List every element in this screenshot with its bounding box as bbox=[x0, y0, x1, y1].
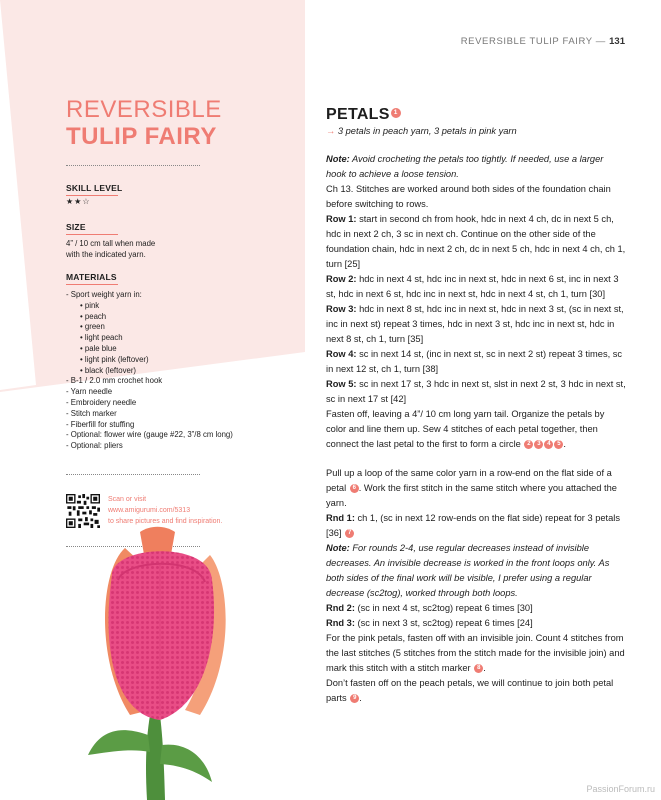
list-item: - Stitch marker bbox=[66, 408, 117, 418]
row-1: Row 1: start in second ch from hook, hdc in next 4 ch, dc in next 5 ch, hdc in next 2 ch, 3 sc in next ch. Continue on the other side of the foundation chain, hdc in next 2 ch, dc in next 5 ch, hdc in next 4 ch, ch 1, turn [25] bbox=[326, 214, 626, 269]
paragraph: Fasten off, leaving a 4”/ 10 cm long yarn tail. Organize the petals by color and line them up. Sew 4 stitches of each petal together, then connect the last petal to the first to form a circle 2 3 4 5 . bbox=[326, 409, 605, 449]
step-badge: 9 bbox=[350, 694, 359, 703]
list-item: - Sport weight yarn in: bbox=[66, 290, 142, 299]
materials-list bbox=[66, 290, 296, 452]
paragraph: Don’t fasten off on the peach petals, we will continue to join both petal parts 9 . bbox=[326, 678, 614, 703]
paragraph: For the pink petals, fasten off with an invisible join. Count 4 stitches from the last stitches (5 stitches from the stitch made for the invisible join) and mark this stitch with a stitch marker 8 . bbox=[326, 633, 625, 673]
list-item: • light pink (leftover) bbox=[80, 354, 149, 364]
step-badge: 6 bbox=[350, 484, 359, 493]
list-item: - B-1 / 2.0 mm crochet hook bbox=[66, 376, 163, 386]
row-5: Row 5: sc in next 17 st, 3 hdc in next st, slst in next 2 st, 3 hdc in next st, sc in next 17 st [42] bbox=[326, 379, 626, 404]
row-4: Row 4: sc in next 14 st, (inc in next st, sc in next 2 st) repeat 3 times, sc in next 12 st, ch 1, turn [38] bbox=[326, 349, 623, 374]
list-item: • pink bbox=[80, 300, 100, 310]
section-heading-petals: PETALS 1 bbox=[326, 106, 401, 124]
instructions-body bbox=[326, 152, 626, 706]
size-text: 4” / 10 cm tall when made with the indicated yarn. bbox=[66, 239, 156, 259]
rnd-1: Rnd 1: ch 1, (sc in next 12 row-ends on the flat side) repeat for 3 petals [36] 7 bbox=[326, 513, 621, 538]
list-item: - Optional: pliers bbox=[66, 441, 123, 451]
row-3: Row 3: hdc in next 8 st, hdc inc in next st, hdc in next 3 st, (sc in next st, inc in next st) repeat 3 times, hdc in next 3 st, hdc inc in next st, hdc in next 8 st, ch 1, turn [35] bbox=[326, 304, 624, 344]
title-line-2: TULIP FAIRY bbox=[66, 123, 217, 150]
list-item: - Yarn needle bbox=[66, 387, 113, 397]
step-badge: 2 bbox=[524, 440, 533, 449]
paragraph: Pull up a loop of the same color yarn in a row-end on the flat side of a petal 6 . Work the first stitch in the same stitch where you attached the yarn. bbox=[326, 468, 617, 508]
running-header: REVERSIBLE TULIP FAIRY — 131 bbox=[460, 36, 625, 47]
materials-label: MATERIALS bbox=[66, 272, 118, 285]
pattern-title bbox=[66, 96, 222, 150]
title-line-1: REVERSIBLE bbox=[66, 96, 222, 123]
list-item: - Fiberfill for stuffing bbox=[66, 419, 135, 429]
note-paragraph: Note: For rounds 2-4, use regular decreases instead of invisible decreases. An invisible decrease is worked in the front loops only. As both sides of the final work will be visible, I prefer using a regular decrease (sc2tog), worked through both loops. bbox=[326, 543, 610, 598]
paragraph: Ch 13. Stitches are worked around both sides of the foundation chain before switching to rows. bbox=[326, 184, 611, 209]
step-badge: 8 bbox=[474, 664, 483, 673]
list-item: • green bbox=[80, 322, 105, 332]
step-badge: 3 bbox=[534, 440, 543, 449]
qr-caption: Scan or visit www.amigurumi.com/5313 to share pictures and find inspiration. bbox=[108, 496, 223, 525]
list-item: • pale blue bbox=[80, 343, 117, 353]
step-badge: 1 bbox=[391, 108, 401, 118]
list-item: • peach bbox=[80, 311, 107, 321]
size-label: SIZE bbox=[66, 222, 118, 235]
step-badge: 4 bbox=[544, 440, 553, 449]
tulip-photo bbox=[0, 520, 305, 800]
list-item: • black (leftover) bbox=[80, 365, 137, 375]
list-item: - Embroidery needle bbox=[66, 397, 137, 407]
skill-level-label: SKILL LEVEL bbox=[66, 183, 122, 196]
watermark: PassionForum.ru bbox=[586, 784, 655, 794]
skill-stars: ★★☆ bbox=[66, 197, 91, 206]
note-paragraph: Note: Avoid crocheting the petals too tightly. If needed, use a larger hook to achieve a loose tension. bbox=[326, 154, 604, 179]
website-link[interactable]: www.amigurumi.com/5313 bbox=[108, 507, 191, 514]
divider bbox=[66, 474, 200, 475]
step-badge: 5 bbox=[554, 440, 563, 449]
divider bbox=[66, 165, 200, 166]
rnd-3: Rnd 3: (sc in next 3 st, sc2tog) repeat 6 times [24] bbox=[326, 618, 533, 628]
petals-subtitle: → 3 petals in peach yarn, 3 petals in pink yarn bbox=[326, 126, 517, 136]
arrow-right-icon: → bbox=[326, 126, 336, 136]
step-badge: 7 bbox=[345, 529, 354, 538]
page-number: 131 bbox=[609, 36, 625, 47]
rnd-2: Rnd 2: (sc in next 4 st, sc2tog) repeat 6 times [30] bbox=[326, 603, 533, 613]
list-item: • light peach bbox=[80, 333, 123, 343]
row-2: Row 2: hdc in next 4 st, hdc inc in next st, hdc in next 6 st, inc in next 3 st, hdc in next 6 st, hdc inc in next st, hdc in next 4 st, ch 1, turn [30] bbox=[326, 274, 619, 299]
list-item: - Optional: flower wire (gauge #22, 3”/8 cm long) bbox=[66, 430, 233, 440]
